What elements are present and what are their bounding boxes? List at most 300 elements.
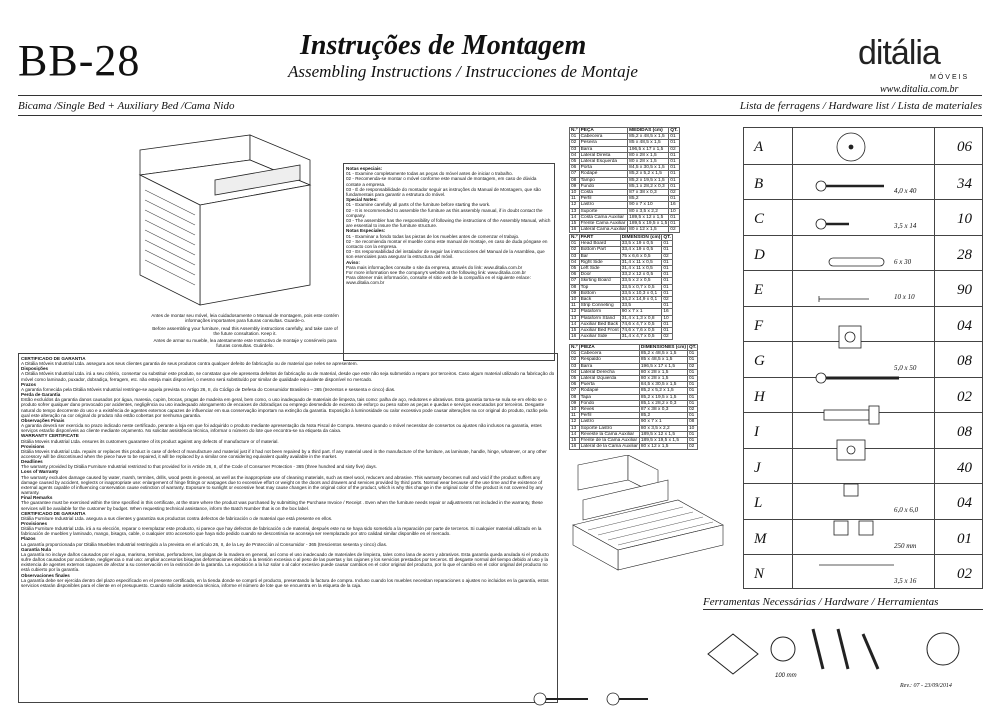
table-cell: Tapa: [579, 394, 639, 400]
table-cell: 04: [570, 152, 580, 158]
table-cell: 15: [570, 438, 580, 444]
table-cell: 31,4 x 1,3 x 0,8: [620, 315, 662, 321]
table-cell: 10: [687, 425, 697, 431]
caption-pt: Antes de montar seu móvel, leia cuidadosamente o Manual de montagem, pois este contém informações importantes para futuras consultas. Guarde-o.: [151, 313, 339, 324]
table-cell: 01: [662, 290, 672, 296]
table-cell: 01: [662, 241, 672, 247]
table-cell: 02: [687, 444, 697, 450]
bed-illustration: [100, 120, 340, 310]
table-cell: Lateral Izquierda: [579, 376, 639, 382]
warranty-paragraph: The warranty provided by Ditália Furniture Industrial restricted to that provided for in Article 26, II, of the Code of Consumer Protection - 365 (three hundred and sixty five) days.: [21, 464, 377, 470]
connector-icon: [837, 440, 865, 460]
notes-item: 01 - Examine carefully all parts of the furniture before starting the work.: [346, 202, 491, 208]
table-cell: 01: [662, 272, 672, 278]
table-cell: 80 x 3,5 x 2,2: [639, 425, 687, 431]
table-cell: 80 x 28 x 1,5: [628, 159, 669, 165]
table-cell: 01: [669, 134, 679, 140]
tape-measure-label: 100 mm: [775, 673, 797, 679]
notes-heading: Special Notes:: [346, 197, 378, 203]
table-cell: 02: [570, 247, 580, 253]
table-cell: 01: [570, 351, 580, 357]
table-cell: 05: [570, 266, 580, 272]
table-cell: 10: [669, 208, 679, 214]
tools-title: Ferramentas Necessárias / Hardware / Herramientas: [703, 596, 939, 608]
hardware-size: 10 x 10: [894, 293, 915, 301]
table-cell: 75 x 6,6 x 0,5: [620, 253, 662, 259]
hardware-size: 5,0 x 50: [894, 364, 917, 372]
screw-4x40-icon: [816, 181, 884, 191]
table-cell: 01: [687, 394, 697, 400]
table-cell: 04: [570, 369, 580, 375]
warranty-paragraph: Ditália Furniture Industrial Ltda. asegura a sus clientes y garantiza sus productos contra defectos de fabricación o de material que está presente en ellos.: [21, 515, 333, 521]
table-cell: Puerta: [579, 382, 639, 388]
hardware-quantity: 10: [957, 211, 972, 227]
parts-table-en: [569, 234, 673, 340]
table-cell: 06: [570, 272, 580, 278]
table-cell: 09: [570, 400, 580, 406]
table-cell: 01: [687, 382, 697, 388]
table-cell: 85,2: [628, 196, 669, 202]
table-cell: 80 x 12 x 1,5: [628, 227, 669, 233]
table-cell: 14: [570, 321, 580, 327]
nail-icon: [819, 296, 869, 302]
table-cell: 87 x 38 x 0,3: [639, 407, 687, 413]
table-cell: Lastro: [579, 419, 639, 425]
table-cell: Cabeceira: [579, 134, 628, 140]
hardware-letter: C: [754, 211, 765, 227]
table-cell: 01: [687, 388, 697, 394]
table-cell: 16: [669, 202, 679, 208]
hardware-letter: H: [754, 388, 765, 405]
table-cell: 01: [687, 438, 697, 444]
warranty-heading: Provisiones: [21, 521, 48, 526]
table-cell: 01: [662, 321, 672, 327]
hinge-icon: [839, 326, 861, 348]
hardware-grid: [743, 127, 983, 589]
page-title: Instruções de Montagem: [300, 30, 587, 61]
dowel-icon: [829, 258, 884, 266]
warranty-heading: Observações Finais: [21, 417, 65, 423]
table-cell: 33,5: [620, 303, 662, 309]
hardware-size: 3,5 x 14: [894, 222, 917, 230]
table-cell: 11: [570, 303, 580, 309]
table-cell: Bar: [579, 253, 620, 259]
warranty-heading: Loss of Warranty: [21, 469, 59, 475]
table-cell: 10: [570, 190, 580, 196]
hardware-letter: I: [754, 424, 759, 440]
table-cell: 33,5 x 2 x 0,5: [620, 278, 662, 284]
table-cell: 01: [662, 266, 672, 272]
notes-item: 02 - Se recomienda montar el mueble como este manual de montaje, en caso de duda póngase en contacto con la empresa.: [346, 238, 548, 250]
table-cell: 196,5 x 17 x 1,5: [639, 363, 687, 369]
table-cell: Back: [579, 297, 620, 303]
table-cell: 90 x 7 x 1: [620, 309, 662, 315]
notes-heading: Notas Especiales:: [346, 228, 386, 234]
table-cell: Perfil: [579, 413, 639, 419]
table-header-cell: DIMENSIONES (cm): [640, 345, 686, 350]
table-cell: Fundo: [579, 183, 628, 189]
table-cell: 16: [570, 334, 580, 340]
table-cell: 80 x 3,5 x 2,2: [628, 208, 669, 214]
table-cell: 33,4 x 19 x 0,5: [620, 247, 662, 253]
table-cell: 84,5 x 30,5 x 1,5: [628, 165, 669, 171]
table-cell: 11: [570, 413, 580, 419]
table-header-cell: DIMENSION (cm): [621, 235, 661, 240]
table-cell: 13: [570, 315, 580, 321]
hardware-quantity: 04: [957, 495, 972, 511]
warranty-paragraph: A Ditália Móveis Industrial Ltda. assegura aos seus clientes garantia de seus produtos contra qualquer defeito de fabricação ou de material que neles se apresentem.: [21, 361, 358, 367]
table-cell: 01: [662, 284, 672, 290]
notes-item: For more information see the company's website at the following link: www.ditalia.com.br: [346, 270, 526, 276]
table-cell: 80 x 28 x 1,5: [639, 376, 687, 382]
hardware-list-title: Lista de ferragens / Hardware list / Lista de materiales: [739, 100, 982, 112]
table-cell: Lateral Direita: [579, 152, 628, 158]
table-header-cell: N.º: [571, 128, 578, 133]
table-cell: 85,2 x 5,2 x 1,5: [639, 388, 687, 394]
warranty-paragraph: Estão excluídos da garantia danos causados por água, maresia, cupim, brocas, pragas de madeira em geral, bem como, o uso inadequado de materiais de limpeza, tais como: palha de aço, redutores e abrasivos. Esta garantia torna-se nula se em efeito se o produto sofrer qualquer dano provocado por acidentes, negligência ou uso inadequado alongamento de encaixes de dobradiças ou emprego desmedido de excesso de esforço ou peso sobre as peças e quedas e serviços executados por terceiros. Desgaste natural do tempo decorrente do uso e a existência de agentes externos capazes de influenciar em sua conservação importam na extinção da garantia. Exposição à luminosidade ou calor excessivo pode causar alterações na cor original do produto, razão pela qual este alteração na cor original do produto não estão cobertas por nenhuma garantia.: [21, 397, 548, 418]
table-cell: Skirting Board: [579, 278, 620, 284]
table-cell: 31,4 x 4,7 x 0,5: [620, 334, 662, 340]
table-cell: 01: [687, 400, 697, 406]
square-nut-icon: [834, 521, 873, 535]
table-cell: 16: [570, 227, 580, 233]
table-cell: Auxiliar Bed Front: [580, 328, 619, 334]
table-cell: Frente Cama Auxiliar: [579, 221, 628, 227]
warranty-paragraph: A Ditália Móveis Industrial Ltda. irá a seu critério, consertar ou substituir este produto, se constatar que ele apresenta defeitos de fabricação ou de material, desde que este não seja submetido a reparo por terceiros. Caso algum material utilizado na fabricação do móvel como laminado, puxador, dobradiça, ferragem, etc. não esteja mais disponível, o mesmo será substituído por similar de qualidade equivalente disponível no mercado.: [21, 371, 555, 382]
hardware-quantity: 08: [957, 424, 972, 440]
table-cell: 12: [570, 419, 580, 425]
table-cell: 80 x 12 x 1,5: [639, 444, 687, 450]
exploded-view-diagram: [568, 455, 733, 590]
table-cell: Lateral Cama Auxiliar: [580, 227, 627, 233]
table-cell: 15: [570, 221, 580, 227]
table-cell: 06: [570, 382, 580, 388]
table-cell: 07: [570, 278, 580, 284]
table-cell: 01: [662, 328, 672, 334]
table-cell: 12: [570, 309, 580, 315]
table-cell: 12: [570, 202, 580, 208]
table-cell: 08: [570, 177, 580, 183]
caption-es: Antes de armar su mueble, lea atentamente este Instructivo de montaje y consérvelo para futuras consultas. Guárdelo.: [153, 338, 337, 349]
table-cell: 13: [570, 208, 580, 214]
hardware-quantity: 28: [957, 246, 972, 263]
table-cell: Peseira: [579, 140, 628, 146]
table-cell: 33,5 x 19 x 0,5: [620, 241, 662, 247]
warranty-paragraph: La garantía debe ser ejercida dentro del plazo especificado en el presente certificado, en la tienda donde se compró el producto, presentando la factura de compra. Incluso cuando los muebles necesitan reparaciones o ajustes no incluidos en la garantía, estos servicios estarán disponibles para el cliente en el presupuesto. Cuando solicite asistencia técnica, informe el número de lote que se encuentra en la etiqueta de la caja.: [21, 577, 549, 588]
table-cell: 01: [662, 303, 672, 309]
table-cell: Barra: [579, 146, 628, 152]
hardware-quantity: 01: [957, 530, 972, 547]
table-cell: 90 x 7 x 10: [628, 202, 669, 208]
hardware-letter: J: [754, 459, 761, 476]
table-cell: 16: [662, 309, 672, 315]
table-row: [570, 438, 698, 444]
table-cell: 85,2 x 19,5 x 1,5: [628, 177, 669, 183]
hardware-letter: B: [754, 175, 764, 192]
table-cell: Door: [579, 272, 620, 278]
table-cell: 13: [570, 425, 580, 431]
table-cell: 31,4 x 11 x 0,5: [620, 266, 662, 272]
table-cell: Auxiliar Bed Back: [579, 321, 620, 327]
hardware-size: 6,0 x 6,0: [894, 506, 919, 514]
notes-item: Para obtener más información, consulte el sitio web de la compañía en el siguiente enlace: www.ditalia.com.br: [346, 275, 531, 286]
parts-table-pt: [569, 127, 680, 233]
table-cell: 02: [662, 253, 672, 259]
table-cell: Fondo: [579, 400, 639, 406]
table-cell: 01: [570, 134, 580, 140]
table-cell: 189,5 x 12 x 1,5: [639, 431, 687, 437]
table-cell: 05: [570, 159, 580, 165]
table-cell: Reveste la Cama Auxiliar: [579, 431, 639, 437]
table-cell: Lateral Esquerda: [579, 159, 628, 165]
warranty-paragraph: The guarantee must be exercised within the time specified in this certificate, at the store where the product was purchased by submitting the Purchase Invoice / Receipt . Even when the furniture needs repair or adjustments not included in the warranty, these services will be available for the customer by budget. When requesting technical assistance, inform the Batch Number that is on the box label.: [21, 500, 543, 511]
table-cell: 01: [669, 196, 679, 202]
table-cell: Lateral de la Cama Auxiliar: [580, 444, 638, 450]
table-cell: 01: [669, 165, 679, 171]
table-cell: 80 x 28 x 1,5: [639, 369, 687, 375]
table-row: [570, 227, 680, 233]
warranty-paragraph: La garantía no incluye daños causados por el agua, marisma, termitas, perforadores, las plagas de la madera en general, así como el uso inadecuado de materiales de limpieza, tales como lana de acero y abrasivos. Esta garantía queda anulada si el producto sufre daños causados por accidente, negligencia o mal uso: ampliar accesorios bisagras deformaciones debido a la tensión excesiva o al peso de las puertas y los cajones y los servicios prestados por terceros. El desgaste normal del tiempo debido al uso y la existencia de agentes externos capaces de afectar a su conservación en la extinción de la garantía. La exposición a la luz solar o al calor excesivo puede causar cambios en el color original del producto, por lo que el cambio en el color original del producto no está cubierto por la garantía.: [21, 551, 549, 573]
hardware-letter: E: [754, 282, 764, 298]
tape-measure-icon: [771, 637, 795, 661]
table-row: [570, 444, 698, 450]
hardware-quantity: 06: [957, 139, 972, 155]
hardware-quantity: 90: [957, 282, 972, 298]
table-cell: 14: [570, 431, 580, 437]
table-cell: 11: [570, 196, 580, 202]
table-cell: Costa Cama Auxiliar: [579, 214, 628, 220]
warranty-certificate: [18, 353, 558, 703]
table-cell: 01: [570, 241, 580, 247]
notes-heading: Notas especiais:: [346, 166, 383, 171]
notes-item: 03 - Es responsabilidad del instalador de seguir las instrucciones del Manual de la Asamblea, que son esenciales para asegurar la estructura del móvil.: [346, 249, 545, 260]
table-cell: Respaldo: [579, 357, 639, 363]
table-cell: 31,4 x 11 x 0,5: [620, 259, 662, 265]
table-cell: 09: [570, 183, 580, 189]
warranty-heading: Perda de Garantia: [21, 392, 61, 398]
table-row: [570, 334, 673, 340]
table-cell: 10: [570, 297, 580, 303]
notes-item: 03 - É de responsabilidade do montador seguir as instruções do Manual de Montagem, que são fundamentais para garantir a estrutura do móvel.: [346, 186, 541, 198]
warranty-heading: Final Remarks: [21, 495, 53, 501]
table-cell: Plataform: [579, 309, 620, 315]
screw-3-5x14-icon: [816, 219, 849, 229]
table-cell: 02: [662, 297, 672, 303]
table-cell: 01: [669, 183, 679, 189]
warranty-heading: Plazos: [21, 536, 36, 542]
screwdriver-phillips-icon: [838, 629, 848, 669]
table-cell: Reves: [579, 407, 639, 413]
table-cell: 85 x 48,5 x 1,5: [628, 140, 669, 146]
hardware-letter: G: [754, 353, 765, 369]
table-cell: 01: [669, 140, 679, 146]
hardware-letter: N: [754, 566, 765, 582]
hardware-size: 6 x 30: [894, 257, 912, 266]
table-cell: Top: [579, 284, 620, 290]
warranty-heading: CERTIFICADO DE GARANTIA: [21, 356, 86, 361]
table-cell: 01: [669, 159, 679, 165]
table-cell: 74,6 x 4,7 x 0,5: [620, 321, 662, 327]
subheader-divider: [18, 115, 982, 116]
table-cell: Suporte: [579, 208, 628, 214]
table-cell: 80 x 28 x 1,5: [628, 152, 669, 158]
table-header-cell: PIEZA: [579, 345, 639, 351]
table-cell: Right Side: [579, 259, 620, 265]
table-cell: Rodapié: [579, 388, 639, 394]
table-cell: 05: [570, 376, 580, 382]
table-cell: Barra: [579, 363, 639, 369]
table-cell: 85,2: [639, 413, 687, 419]
table-cell: 189,5 x 19,5 x 1,5: [629, 221, 668, 227]
model-code: BB-28: [18, 36, 141, 85]
table-cell: 74,6 x 7,6 x 0,5: [620, 328, 662, 334]
warranty-paragraph: Ditália Moveis Industrial Ltda. ensures its customers guarantee of its product against any defects of manufacture or of material.: [21, 438, 279, 444]
warranty-heading: CERTIFICADO DE GARANTIA: [21, 510, 86, 516]
table-cell: 15: [570, 328, 580, 334]
table-cell: 189,5 x 19,5 x 1,5: [639, 438, 687, 444]
warranty-heading: Prazos: [21, 381, 37, 387]
table-cell: 01: [669, 221, 679, 227]
hardware-size: 250 mm: [894, 541, 917, 550]
table-cell: 08: [570, 394, 580, 400]
table-cell: 01: [662, 259, 672, 265]
table-cell: Tampo: [579, 177, 628, 183]
table-cell: 07: [570, 171, 580, 177]
hardware-size: 3,5 x 16: [894, 577, 917, 585]
table-cell: 06: [570, 165, 580, 171]
table-cell: 02: [662, 334, 672, 340]
table-cell: 85,1 x 28,2 x 0,3: [639, 400, 687, 406]
table-header-cell: N.º: [571, 235, 578, 240]
hardware-quantity: 08: [957, 353, 972, 369]
table-cell: 01: [669, 214, 679, 220]
parts-table-es: [569, 344, 698, 450]
notes-item: 02 - Recomenda-se montar o móvel conforme este manual de montagem, em caso de dúvida contate a empresa.: [346, 176, 537, 187]
table-cell: 189,5 x 12 x 1,5: [628, 214, 669, 220]
revision: Rev.: 07 - 23/09/2014: [900, 683, 952, 689]
warranty-heading: Provisions: [21, 443, 45, 449]
table-cell: 01: [669, 171, 679, 177]
table-cell: 09: [570, 290, 580, 296]
table-cell: 02: [669, 227, 679, 233]
warranty-heading: Deadlines: [21, 459, 43, 465]
table-cell: Lateral Derecha: [579, 369, 639, 375]
table-cell: Strip Conneting: [579, 303, 620, 309]
tools-illustration: [703, 614, 983, 684]
table-cell: 02: [669, 146, 679, 152]
hardware-icons: [799, 128, 929, 590]
warranty-paragraph: La garantía proporcionada por Ditália Muebles Industrial restringido a la prevista en el artículo 26, II, de la Ley de Protección al Consumidor - 365 (trescientos sesenta y cinco) días.: [21, 541, 388, 547]
warranty-paragraph: Ditália Furniture Industrial Ltda. irá a su elección, reparar o reemplazar este producto, si parece que hay defectos de fabricación o de material, después este no se haya sido sometido a la reparación por parte de terceros. Si cualquier material utilizado en la fabricación de muebles y laminado, mango, bisagra, cable, o cualquier otro accesorio que haya sido pedido cuando se descontinúa se aconseja ser reemplazado por otro calidad similar disponible en el mercado.: [21, 526, 542, 537]
notes-item: 02 - It is recommended to assemble the furniture as this assembly manual, if in doubt contact the company.: [346, 207, 543, 218]
table-cell: Bottom Part: [579, 247, 620, 253]
table-cell: 01: [687, 431, 697, 437]
hardware-size: 4,0 x 40: [894, 186, 917, 195]
notes-item: 01 - Examine completamente todas as peças do móvel antes de iniciar o trabalho.: [346, 171, 513, 177]
warranty-heading: Observaciones finales: [21, 572, 70, 578]
warranty-paragraph: Ditália Moveis Industrial Ltda. repairs or replaces this product in case of defect of manufacture and material just if it had not been repaired by a third part. If any material used in the manufacture of the furniture, as laminate, handle, hinge, whatever, or any other accessory will be discontinued when the piece have to be repaired, it will be replaced by a similar one considering equivalent quality available in the market.: [21, 448, 547, 459]
table-cell: 08: [570, 284, 580, 290]
warranty-heading: Disposições: [21, 366, 49, 372]
table-header-cell: PEÇA: [579, 128, 628, 134]
table-cell: 196,5 x 17 x 1,5: [628, 146, 669, 152]
hardware-quantity: 34: [957, 175, 972, 192]
warranty-heading: WARRANTY CERTIFICATE: [21, 433, 79, 439]
brand-logo-sub: MÓVEIS: [930, 74, 970, 81]
table-cell: 01: [687, 413, 697, 419]
table-row: [570, 221, 680, 227]
table-cell: Left Side: [579, 266, 620, 272]
table-cell: 33,2 x 12 x 0,5: [620, 272, 662, 278]
table-cell: Plataform Stand: [579, 315, 620, 321]
table-cell: 02: [570, 140, 580, 146]
table-cell: 01: [662, 247, 672, 253]
table-cell: 85,2 x 19,5 x 1,5: [639, 394, 687, 400]
table-cell: 02: [687, 363, 697, 369]
table-cell: 01: [662, 278, 672, 284]
special-notes: [343, 163, 555, 361]
page-subtitle: Assembling Instructions / Instrucciones de Montaje: [288, 62, 638, 81]
hardware-letter: D: [754, 246, 765, 263]
warranty-paragraph: A garantia deverá ser exercida no prazo indicado neste certificado, perante a loja em que foi adquirido o produto mediante apresentação da Nota Fiscal de Compra. Mesmo quando o móvel necessitar de consertos ou ajustes não inclusos na garantia, estes serviços estarão disponíveis ao cliente mediante orçamento. No solicitar assistência técnica, informar o número do lote que encontra-se na etiqueta da caixa.: [21, 423, 542, 434]
table-cell: 02: [687, 407, 697, 413]
table-cell: 33,5 x 10,3 x 0,1: [620, 290, 662, 296]
table-cell: Costa: [579, 190, 628, 196]
screwdriver-flat-icon: [813, 629, 823, 669]
table-cell: 84,5 x 30,5 x 1,5: [639, 382, 687, 388]
table-cell: 01: [669, 177, 679, 183]
table-header-cell: QT.: [688, 345, 697, 350]
table-cell: 01: [687, 376, 697, 382]
notes-item: 01 - Examinar a fondo todas las piezas de los muebles antes de comenzar el trabajo.: [346, 233, 520, 239]
table-cell: Frente de la Cama Auxiliar: [579, 438, 639, 444]
table-cell: Soporte Lastro: [579, 425, 639, 431]
shelf-support-icon: [844, 484, 858, 496]
assembly-floor-icon: [708, 634, 758, 674]
hardware-quantity: 02: [957, 566, 972, 582]
table-cell: Head Board: [579, 241, 620, 247]
hardware-letter: F: [754, 317, 764, 334]
brand-logo: ditália: [858, 34, 940, 72]
table-header-cell: QT.: [663, 235, 671, 240]
table-cell: Porta: [579, 165, 628, 171]
table-header-cell: QT.: [670, 128, 678, 133]
warranty-paragraph: The warranty excludes damage caused by water, marsh, termites, drills, wood pests in general, as well as the inappropriate use of cleaning materials, such as steel wool, reducers and abrasive. This warranty becomes null and void if the product suffers any damage caused by accident, neglects or inappropriate use: enlargement of hinge fittings or warpages due to excessive effort or weight on the doors and drawers and services provided by third parts. Normal wear because of the use time and the existence of external agents capable of influencing conservation cause extinction of warranty. Exposure to sunlight or excessive heat may cause changes in the original color of the product, which is why this change in the original color of the product is not covered by any warranty.: [21, 474, 543, 496]
header-divider: [18, 95, 982, 96]
hardware-letter: L: [754, 495, 763, 511]
hardware-quantity: 02: [957, 388, 972, 405]
hardware-detail-strip: [528, 690, 658, 708]
tools-divider: [703, 609, 983, 610]
table-cell: Rodapé: [579, 171, 628, 177]
notes-item: Para mais informações consulte o site da empresa, através do link: www.ditalia.com.br: [346, 264, 523, 270]
table-cell: 33,5 x 0,7 x 0,5: [620, 284, 662, 290]
table-cell: Lastro: [579, 202, 628, 208]
table-cell: Auxiliar Side: [579, 334, 620, 340]
table-cell: 10: [662, 315, 672, 321]
brand-url: www.ditalia.com.br: [880, 84, 959, 95]
table-cell: 01: [687, 369, 697, 375]
notes-item: 03 - The assembler has the responsibility of following the instructions of the Assembly Manual, which are essential to insure the furniture structure.: [346, 218, 551, 229]
hardware-quantity: 40: [957, 459, 972, 476]
table-cell: 85,2 x 5,2 x 1,5: [628, 171, 669, 177]
hardware-letter: A: [754, 139, 764, 155]
table-cell: 01: [687, 351, 697, 357]
table-cell: 02: [570, 357, 580, 363]
table-cell: 85 x 48,5 x 1,5: [639, 357, 687, 363]
table-cell: 01: [669, 152, 679, 158]
table-cell: 85,2 x 48,5 x 1,5: [639, 351, 687, 357]
